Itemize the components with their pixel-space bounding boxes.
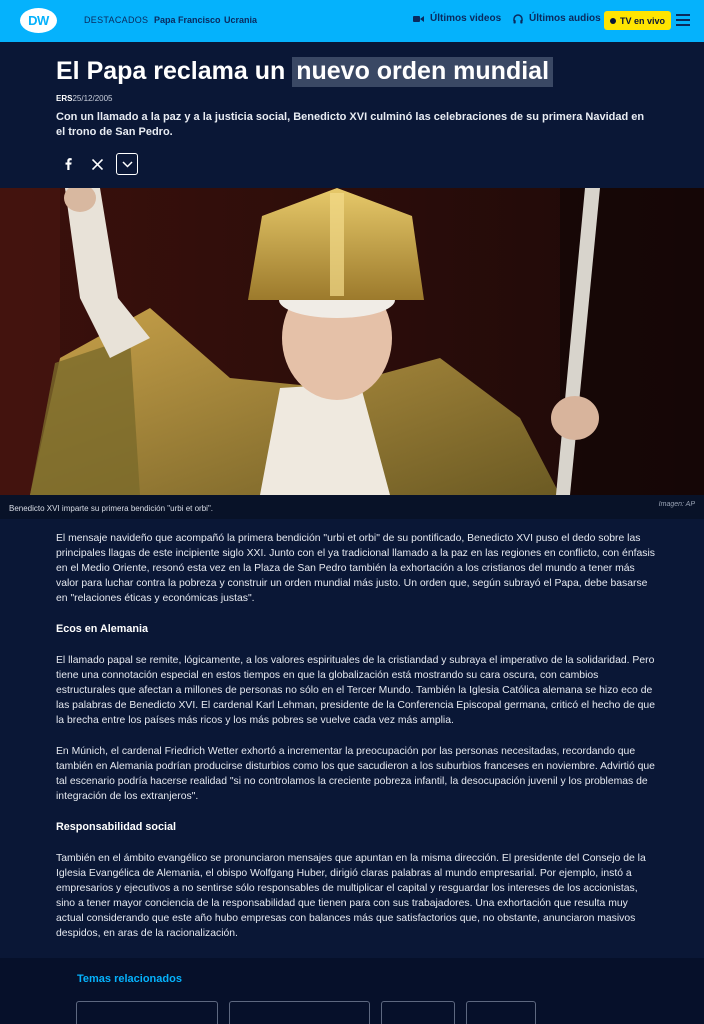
article-author[interactable]: ERS [56, 94, 73, 103]
nav-link-papa-francisco[interactable]: Papa Francisco [154, 15, 221, 25]
video-camera-icon [413, 15, 424, 23]
related-topics-title: Temas relacionados [77, 973, 182, 985]
latest-audios-link[interactable] [513, 13, 601, 24]
article-date: 25/12/2005 [72, 94, 113, 103]
article-body [56, 531, 656, 957]
x-icon [92, 159, 103, 170]
facebook-share-button[interactable] [57, 153, 79, 175]
nav-link-ucrania[interactable]: Ucrania [224, 15, 258, 25]
headphones-icon [513, 14, 523, 24]
x-share-button[interactable] [86, 153, 108, 175]
article-lead: Con un llamado a la paz y a la justicia social, Benedicto XVI culminó las celebraciones de su primera Navidad en el trono de San Pedro. [56, 111, 645, 138]
section-label: DESTACADOS [84, 15, 149, 25]
hamburger-menu-icon[interactable] [676, 14, 690, 26]
dw-logo[interactable]: DW [20, 8, 57, 33]
latest-videos-link[interactable] [413, 13, 501, 24]
section-heading: Ecos en Alemania [56, 623, 149, 635]
tv-live-button[interactable] [604, 11, 671, 30]
article-paragraph: El llamado papal se remite, lógicamente, a los valores espirituales de la cristiandad y subraya el imperativo de la solidaridad. Pero tiene una connotación especial en estos tiempos en que la globalización está mostrando su cara oscura, con cambios estructurales que afectan a millones de personas no sólo en el Tercer Mundo. También la Iglesia Católica alemana se hizo eco de las palabras de Benedicto XVI. El cardenal Karl Lehman, presidente de la Conferencia Episcopal germana, criticó el hecho de que la brecha entre los países más ricos y los más pobres se vuelve cada vez más amplia. [56, 655, 655, 726]
related-topic-chip[interactable] [76, 1001, 218, 1024]
related-topic-chip[interactable] [381, 1001, 455, 1024]
live-dot-icon [610, 18, 616, 24]
article-paragraph: El mensaje navideño que acompañó la primera bendición "urbi et orbi" de su pontificado, Benedicto XVI puso el dedo sobre las principales llagas de este incipiente siglo XXI. Junto con el ya tradicional llamado a la paz en las regiones en conflicto, con énfasis en el Medio Oriente, resonó esta vez en la Plaza de San Pedro también la exhortación a los cristianos del mundo a tener más valor para luchar contra la pobreza y construir un orden mundial más justo. Un orden que, según subrayó el Papa, debe basarse en "relaciones éticas y económicas justas". [56, 533, 655, 604]
article-paragraph: También en el ámbito evangélico se pronunciaron mensajes que apuntan en la misma dirección. El presidente del Consejo de la Iglesia Evangélica de Alemania, el obispo Wolfgang Huber, dirigió claras palabras al mundo empresarial. Por ejemplo, instó a empresarios y ejecutivos a no sentirse sólo responsables de multiplicar el capital y resguardar los intereses de los accionistas, sino a tener mayor conciencia de la responsabilidad que tienen para con sus trabajadores. Una exhortación que resulta muy actual considerando que este año hubo empresas con balances más que satisfactorios que, no obstante, anunciaron masivos despidos, en aras de la racionalización. [56, 853, 646, 939]
related-topic-chip[interactable] [229, 1001, 370, 1024]
latest-audios-label: Últimos audios [529, 13, 601, 24]
facebook-icon [65, 158, 72, 170]
title-start: El Papa reclama un [56, 57, 293, 85]
tv-live-label: TV en vivo [620, 15, 666, 26]
more-share-options-button[interactable] [116, 153, 138, 175]
section-heading: Responsabilidad social [56, 821, 176, 833]
article-meta [56, 94, 113, 103]
image-credit: Imagen: AP [658, 501, 695, 508]
latest-videos-label: Últimos videos [430, 13, 502, 24]
chevron-down-icon [122, 161, 133, 168]
title-highlight: nuevo orden mundial [292, 57, 553, 87]
article-paragraph: En Múnich, el cardenal Friedrich Wetter exhortó a incrementar la preocupación por las personas necesitadas, recordando que también en Alemania podrían producirse disturbios como los que sacudieron a los suburbios franceses en noviembre. Advirtió que tal escenario podría hacerse realidad "si no controlamos la creciente pobreza infantil, la desocupación juvenil y los problemas de integración de los extranjeros". [56, 746, 655, 802]
article-hero-image [0, 188, 704, 495]
related-topic-chip[interactable] [466, 1001, 536, 1024]
image-caption: Benedicto XVI imparte su primera bendición "urbi et orbi". [9, 504, 214, 513]
article-title [56, 57, 553, 86]
top-navigation-bar [0, 0, 704, 42]
